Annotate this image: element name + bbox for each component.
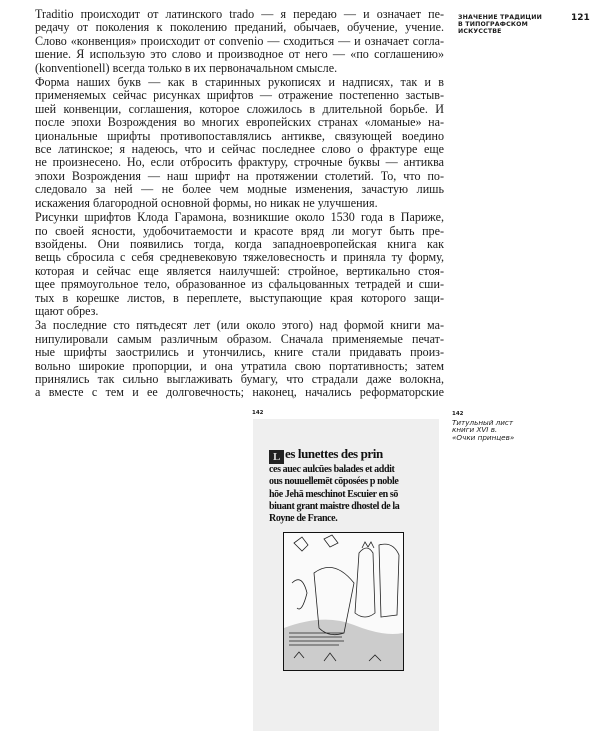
text-line: принялись так сильно выглаживать бумагу, что страдали даже волокна, — [35, 371, 444, 386]
text-line: Форма наших букв — как в старинных рукописях и надписях, так и в — [35, 75, 444, 90]
title-line: hōe Jehā meschinot Escuier en sō — [269, 488, 398, 500]
figure-caption — [452, 411, 514, 441]
decorated-initial: L — [269, 450, 284, 464]
caption-line: книги XVI в. — [452, 425, 498, 435]
text-line: ные шрифты заострились и утончились, книге стали придавать произ- — [35, 345, 444, 360]
body-text — [35, 8, 444, 401]
text-line: вольно широкие пропорции, и она утратила свою портативность; затем — [35, 358, 444, 373]
text-line: эпохи Возрождения — наш шрифт на протяжении столетий. То, что по- — [35, 168, 444, 183]
running-head-line: ИСКУССТВЕ — [458, 28, 502, 35]
text-line: шение. Я использую это слово и производное от него — «по соглашению» — [35, 47, 444, 62]
text-line: применяемых сейчас рисунках шрифтов — отражение постепенно застыв- — [35, 88, 444, 103]
text-line: а вместе с тем и ее долговечность; наконец, начались реформаторские — [35, 385, 444, 400]
text-line: следовало за ней — не более чем модные изменения, зачастую лишь — [35, 182, 444, 197]
text-line: Слово «конвенция» происходит от convenio — сходиться — и означает согла- — [35, 33, 444, 48]
title-line: Royne de France. — [269, 513, 338, 525]
paragraph — [35, 76, 444, 210]
text-line: все латинское; я надеюсь, что и сейчас последнее слово о фрактуре еще — [35, 142, 444, 157]
text-line: Traditio происходит от латинского trado — я передаю — и означает пе- — [35, 7, 444, 21]
text-line: щают обрез. — [35, 303, 99, 318]
text-line: За последние сто пятьдесят лет (или около этого) над формой книги ма- — [35, 318, 444, 333]
caption-line: «Очки принцев» — [452, 432, 515, 442]
text-line: вещь сбросила с себя средневековую тяжеловесность и приняла ту форму, — [35, 250, 444, 265]
figure-number: 142 — [252, 410, 264, 416]
woodcut-illustration — [283, 532, 404, 671]
text-line: редачу от поколения к поколению преданий, обычаев, обучение, учение. — [35, 20, 444, 35]
text-line: шей конвенции, соглашения, которое сложилось в длительной борьбе. И — [35, 101, 444, 116]
woodcut-drawing — [284, 533, 403, 670]
title-line: ces auec aulcūes balades et addit — [269, 464, 395, 475]
running-head-line: В ТИПОГРАФСКОМ — [458, 21, 528, 28]
title-line: ous nouuellemēt cōposées p noble — [269, 476, 399, 488]
caption-number: 142 — [452, 411, 464, 417]
text-line: щее прямоугольное тело, образованное из сфальцованных тетрадей и сши- — [35, 277, 444, 292]
text-line: тых в корешке листов, в переплете, выступающие края которого защи- — [35, 290, 444, 305]
running-head-line: ЗНАЧЕНИЕ ТРАДИЦИИ — [458, 14, 543, 21]
paragraph — [35, 319, 444, 399]
text-line: искажения благородной основной формы, но никак не улучшения. — [35, 195, 378, 210]
running-head — [458, 14, 542, 35]
text-line: не произнесено. Но, если отбросить фрактуру, строчные буквы — антиква — [35, 155, 444, 170]
figure-blackletter-title — [269, 446, 437, 525]
figure-title-page-image — [253, 419, 439, 731]
paragraph — [35, 211, 444, 318]
text-line: по своей ясности, удобочитаемости и красоте вряд ли могут быть пре- — [35, 223, 444, 238]
text-line: циональные шрифты противопоставлялись антикве, связующей воедино — [35, 128, 444, 143]
paragraph — [35, 8, 444, 75]
title-line: es lunettes des prin — [285, 446, 383, 461]
page-number: 121 — [571, 13, 590, 23]
text-line: (konventionell) всегда только в их первоначальном смысле. — [35, 60, 338, 75]
text-line: взойдены. Они появились тогда, когда западноевропейская книга как — [35, 236, 444, 251]
text-line: после эпохи Возрождения во многих европейских странах «ломаные» на- — [35, 115, 444, 130]
title-line: biuant grant maistre dhostel de la — [269, 500, 400, 512]
caption-line: Титульный лист — [452, 417, 514, 427]
text-line: нипулировали самым различным образом. Сначала применяемые печат- — [35, 331, 444, 346]
text-line: которая и сейчас еще является наилучшей: стройное, вертикально стоя- — [35, 263, 444, 278]
text-line: Рисунки шрифтов Клода Гарамона, возникшие около 1530 года в Париже, — [35, 210, 444, 225]
